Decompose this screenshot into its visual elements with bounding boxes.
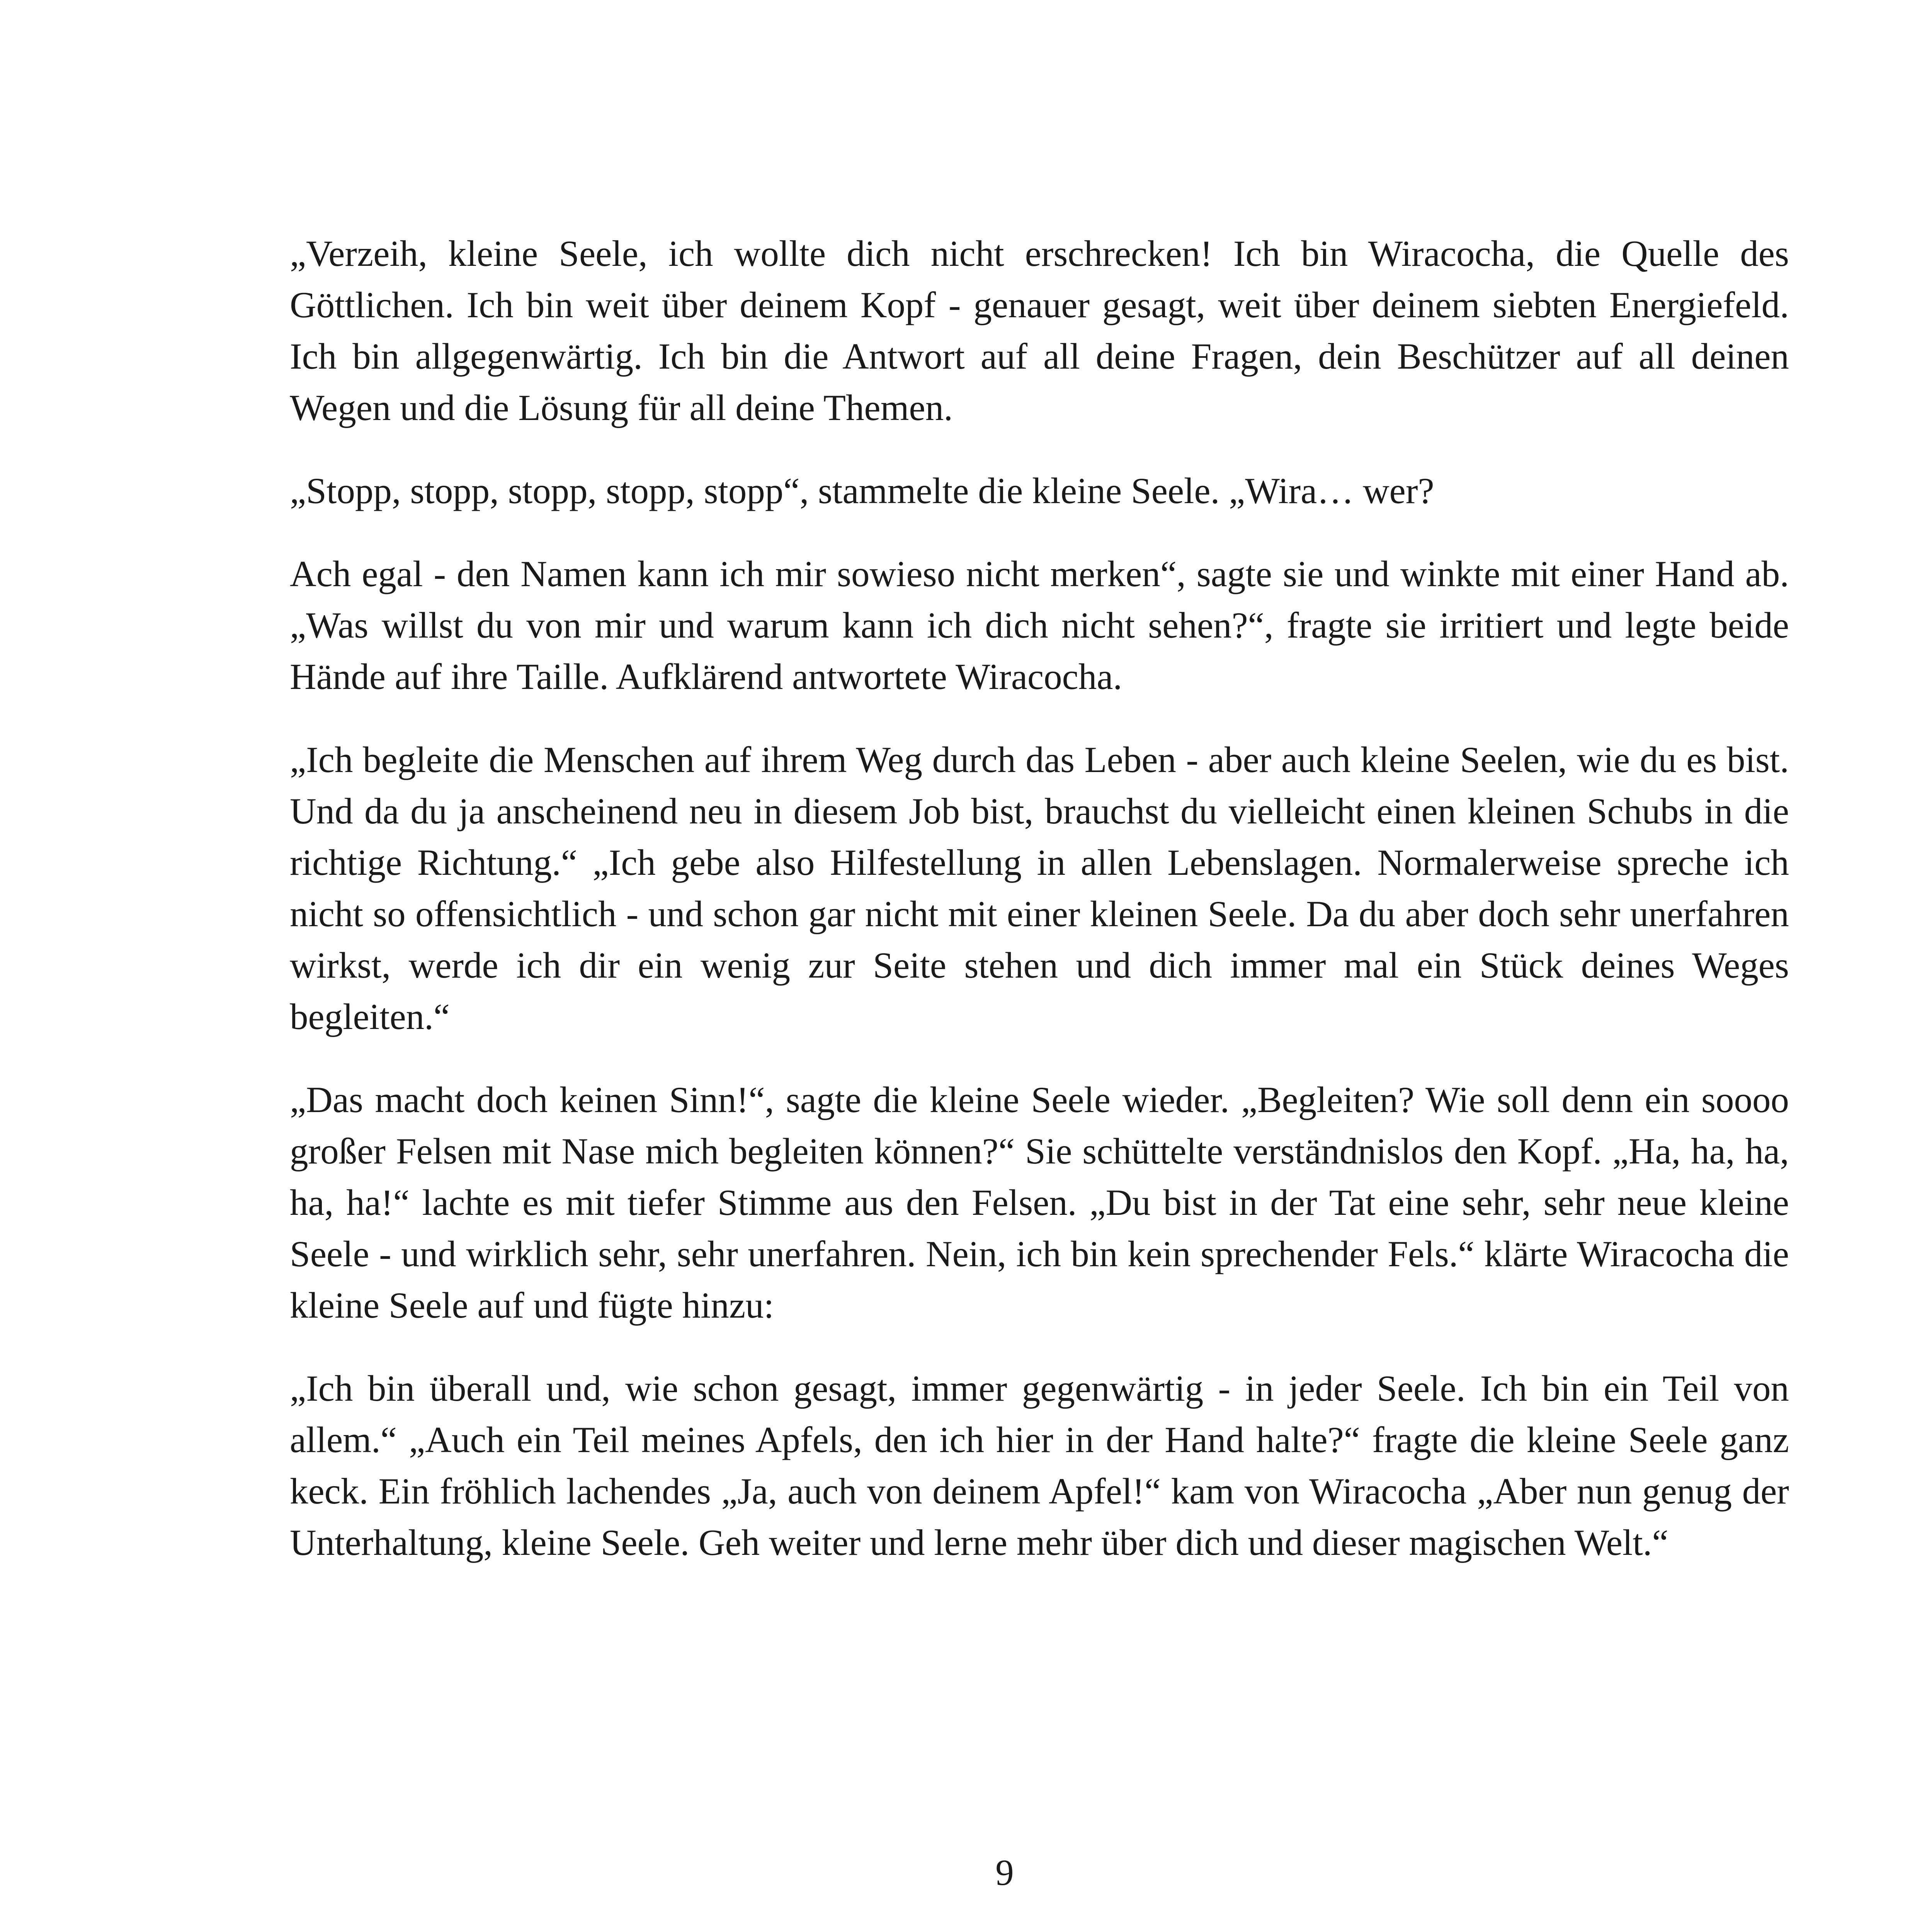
paragraph: Ach egal - den Namen kann ich mir sowieso nicht merken“, sagte sie und winkte mit einer Hand ab. „Was willst du von mir und warum kann ich dich nicht sehen?“, fragte sie irritiert und legte beide Hände auf ihre Taille. Aufklärend antwortete Wiracocha. bbox=[290, 553, 1789, 697]
page-body bbox=[290, 228, 1789, 1600]
page-number: 9 bbox=[995, 1852, 1014, 1893]
paragraph: „Ich bin überall und, wie schon gesagt, immer gegenwärtig - in jeder Seele. Ich bin ein Teil von allem.“ „Auch ein Teil meines Apfels, den ich hier in der Hand halte?“ fragte die kleine Seele ganz keck. Ein fröhlich lachendes „Ja, auch von deinem Apfel!“ kam von Wiracocha „Aber nun genug der Unterhaltung, kleine Seele. Geh weiter und lerne mehr über dich und dieser magischen Welt.“ bbox=[290, 1368, 1789, 1563]
paragraph: „Stopp, stopp, stopp, stopp, stopp“, stammelte die kleine Seele. „Wira… wer? bbox=[290, 470, 1434, 511]
paragraph: „Verzeih, kleine Seele, ich wollte dich nicht erschrecken! Ich bin Wiracocha, die Quelle des Göttlichen. Ich bin weit über deinem Kopf - genauer gesagt, weit über deinem siebten Energiefeld. Ich bin allgegenwärtig. Ich bin die Antwort auf all deine Fragen, dein Beschützer auf all deinen Wegen und die Lösung für all deine Themen. bbox=[290, 233, 1789, 428]
paragraph: „Ich begleite die Menschen auf ihrem Weg durch das Leben - aber auch kleine Seelen, wie du es bist. Und da du ja anscheinend neu in diesem Job bist, brauchst du vielleicht einen kleinen Schubs in die richtige Richtung.“ „Ich gebe also Hilfestellung in allen Lebenslagen. Normalerweise spreche ich nicht so offensichtlich - und schon gar nicht mit einer kleinen Seele. Da du aber doch sehr unerfahren wirkst, werde ich dir ein wenig zur Seite stehen und dich immer mal ein Stück deines Weges begleiten.“ bbox=[290, 739, 1789, 1037]
paragraph: „Das macht doch keinen Sinn!“, sagte die kleine Seele wieder. „Begleiten? Wie soll denn ein soooo großer Felsen mit Nase mich begleiten können?“ Sie schüttelte verständnislos den Kopf. „Ha, ha, ha, ha, ha!“ lachte es mit tiefer Stimme aus den Felsen. „Du bist in der Tat eine sehr, sehr neue kleine Seele - und wirklich sehr, sehr unerfahren. Nein, ich bin kein sprechender Fels.“ klärte Wiracocha die kleine Seele auf und fügte hinzu: bbox=[290, 1079, 1789, 1326]
